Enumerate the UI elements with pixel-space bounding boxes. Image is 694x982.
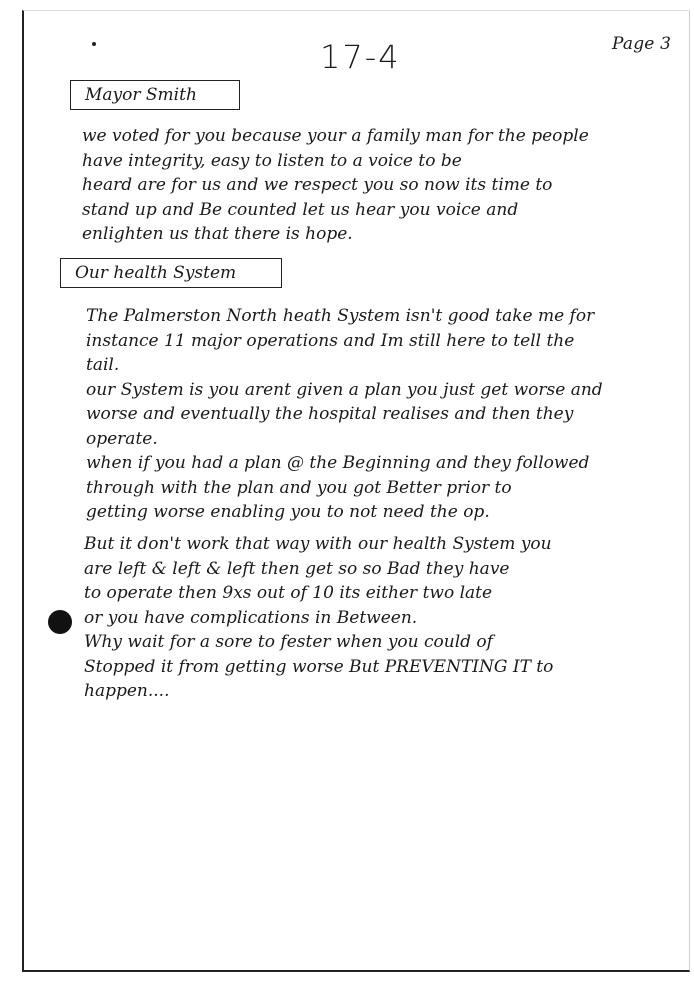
text-line: happen.... [84, 681, 170, 701]
text-line: But it don't work that way with our health System you [84, 534, 552, 554]
text-line: tail. [86, 355, 120, 375]
section-heading-mayor: Mayor Smith [70, 80, 240, 110]
text-line: through with the plan and you got Better prior to [86, 477, 512, 498]
text-line: enlighten us that there is hope. [82, 224, 353, 244]
text-line: our System is you arent given a plan you just get worse and [86, 379, 603, 400]
text-line: heard are for us and we respect you so now its time to [82, 175, 553, 195]
paragraph-system [84, 532, 553, 704]
text-line: instance 11 major operations and Im still here to tell the [86, 330, 575, 351]
text-line: are left & left & left then get so so Bad they have [84, 558, 510, 579]
text-line: Stopped it from getting worse But PREVENTING IT to [84, 656, 554, 677]
punch-hole [48, 610, 72, 634]
text-line: when if you had a plan @ the Beginning and they followed [86, 453, 590, 473]
text-line: The Palmerston North heath System isn't good take me for [86, 306, 595, 326]
page-number: Page 3 [612, 34, 672, 54]
text-line: getting worse enabling you to not need the op. [86, 502, 490, 522]
text-line: or you have complications in Between. [84, 607, 418, 628]
text-line: operate. [86, 428, 158, 449]
paragraph-mayor [82, 124, 589, 247]
section-heading-health: Our health System [60, 258, 282, 288]
text-line: stand up and Be counted let us hear you voice and [82, 199, 519, 220]
document-reference: 17-4 [320, 38, 401, 76]
text-line: have integrity, easy to listen to a voice to be [82, 150, 462, 171]
text-line: Why wait for a sore to fester when you could of [84, 632, 493, 652]
paragraph-health [86, 304, 603, 525]
stray-mark [92, 42, 96, 46]
text-line: we voted for you because your a family man for the people [82, 126, 589, 146]
text-line: to operate then 9xs out of 10 its either two late [84, 583, 493, 603]
text-line: worse and eventually the hospital realises and then they [86, 404, 574, 424]
